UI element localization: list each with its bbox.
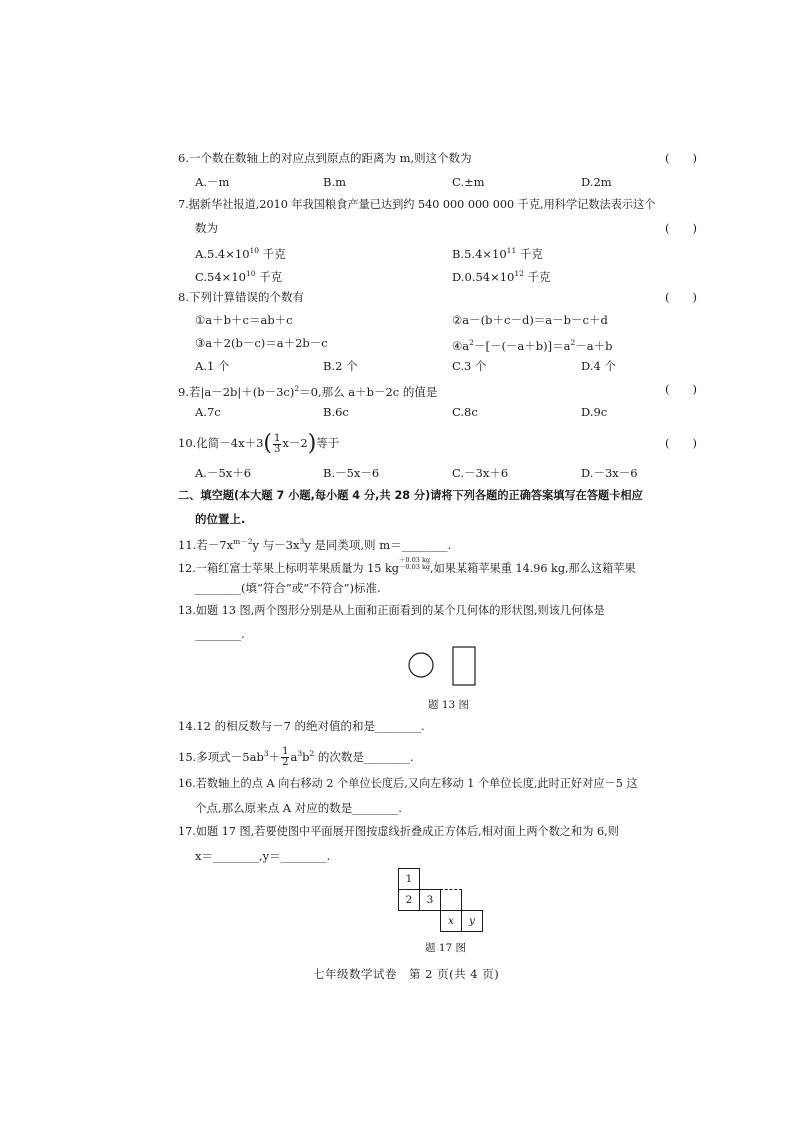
q7-option-b: $B.5.4\times 10^{11}$ 千克	[452, 246, 543, 261]
q6-paren: ( )	[665, 151, 697, 165]
q10-stem: 10.化简－4x＋3( $\frac{1}{3}$ x－2)等于	[178, 431, 340, 456]
net-cell-y: y	[461, 910, 483, 932]
q17-line2: x＝________,y＝________.	[195, 849, 331, 863]
q8-expr-4: $④a^2-[-(-a+b)]=a^2-a+b$	[452, 338, 613, 353]
q17-caption: 题 17 图	[425, 942, 467, 954]
q10-paren: ( )	[665, 436, 697, 450]
q8-expr-1: ①a＋b＋c＝ab＋c	[195, 313, 293, 327]
q7-stem-line1: 7.据新华社报道,2010 年我国粮食产量已达到约 540 000 000 000 千克,用科学记数法表示这个	[178, 198, 656, 211]
q6-stem: 6.一个数在数轴上的对应点到原点的距离为 m,则这个数为	[178, 151, 472, 165]
q6-option-c: C.±m	[452, 175, 485, 189]
q10-option-d: D.－3x－6	[581, 466, 638, 480]
q17-line1: 17.如题 17 图,若要使图中平面展开图按虚线折叠成正方体后,相对面上两个数之和为 6,则	[178, 825, 619, 838]
q10-option-c: C.－3x＋6	[452, 466, 509, 480]
section2-heading-line1: 二、填空题(本大题 7 小题,每小题 4 分,共 28 分)请将下列各题的正确答案填写在答题卡相应	[178, 489, 643, 502]
q9-paren: ( )	[665, 382, 697, 396]
q11-text: 11.若$-7x^{m-2}y$ 与$-3x^3y$ 是同类项,则 m＝________.	[178, 537, 452, 552]
q8-option-d: D.4 个	[581, 359, 616, 373]
q8-option-b: B.2 个	[323, 359, 358, 373]
q9-option-b: B.6c	[323, 405, 349, 419]
q6-option-a: A.－m	[195, 175, 230, 189]
front-view-rectangle	[453, 647, 475, 685]
q13-figure	[405, 645, 485, 695]
q6-option-d: D.2m	[581, 175, 612, 189]
q12-line2: ________(填“符合”或“不符合”)标准.	[195, 581, 381, 595]
q8-option-a: A.1 个	[195, 359, 230, 373]
q10-option-a: A.－5x＋6	[195, 466, 252, 480]
q17-cube-net	[398, 868, 488, 932]
q12-tolerance: ＋0.03 kg －0.03 kg	[398, 556, 431, 571]
q16-line2: 个点,那么原来点 A 对应的数是________.	[195, 801, 402, 815]
top-view-circle	[409, 653, 433, 677]
q7-option-d: $D.0.54\times 10^{12}$ 千克	[452, 269, 551, 284]
section2-heading-line2: 的位置上.	[195, 512, 246, 526]
q15-text: 15.多项式$-5ab^3+$ $\frac{1}{2}$ $a^3b^2$ 的次数是________.	[178, 746, 414, 769]
q12-line1: 12.一箱红富士苹果上标明苹果质量为 15 kg ＋0.03 kg －0.03 kg ,如果某箱苹果重 14.96 kg,那么这箱苹果	[178, 556, 636, 575]
q9-option-c: C.8c	[452, 405, 478, 419]
q9-option-a: A.7c	[195, 405, 221, 419]
q15-fraction: $\frac{1}{2}$	[282, 746, 289, 769]
q16-line1: 16.若数轴上的点 A 向右移动 2 个单位长度后,又向左移动 1 个单位长度,此时正好对应－5 这	[178, 777, 638, 790]
q9-stem: 9.若$|a-2b|+(b-3c)^2=0$,那么 a＋b－2c 的值是	[178, 384, 438, 399]
q8-expr-3: ③a＋2(b－c)＝a＋2b－c	[195, 336, 328, 350]
q10-option-b: B.－5x－6	[323, 466, 380, 480]
q7-option-a: $A.5.4\times 10^{10}$ 千克	[195, 246, 286, 261]
q13-line1: 13.如题 13 图,两个图形分别是从上面和正面看到的某个几何体的形状图,则该几何体是	[178, 604, 605, 617]
q7-option-c: $C.54\times 10^{10}$ 千克	[195, 269, 283, 284]
q9-option-d: D.9c	[581, 405, 608, 419]
net-cell-blank	[440, 889, 462, 911]
q7-paren: ( )	[665, 221, 697, 235]
q13-caption: 题 13 图	[428, 699, 470, 711]
net-cell-3: 3	[419, 889, 441, 911]
q14-text: 14.12 的相反数与－7 的绝对值的和是________.	[178, 719, 425, 733]
net-cell-1: 1	[398, 868, 420, 890]
page-footer: 七年级数学试卷 第 2 页(共 4 页)	[313, 967, 500, 981]
net-cell-2: 2	[398, 889, 420, 911]
q8-paren: ( )	[665, 290, 697, 304]
q8-option-c: C.3 个	[452, 359, 487, 373]
q7-stem-line2: 数为	[195, 221, 218, 235]
q8-expr-2: ②a－(b＋c－d)＝a－b－c＋d	[452, 313, 608, 327]
q6-option-b: B.m	[323, 175, 347, 189]
q8-stem: 8.下列计算错误的个数有	[178, 290, 304, 304]
q13-line2: ________.	[195, 627, 245, 641]
net-cell-x: x	[440, 910, 462, 932]
q10-fraction: $\frac{1}{3}$	[274, 432, 281, 455]
